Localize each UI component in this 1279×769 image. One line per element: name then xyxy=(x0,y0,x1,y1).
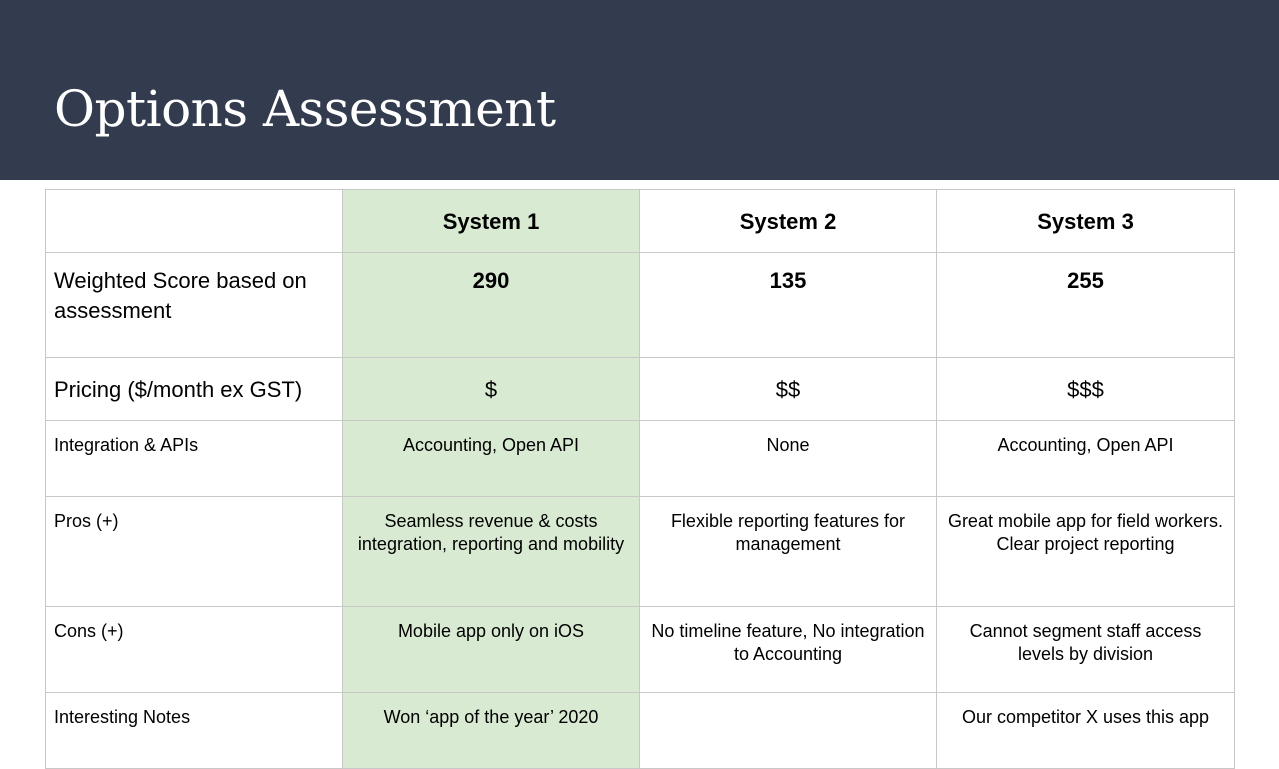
cell-pricing-system-1: $ xyxy=(343,358,640,421)
cell-integration-system-1: Accounting, Open API xyxy=(343,421,640,497)
cell-integration-system-2: None xyxy=(640,421,937,497)
row-label-integration: Integration & APIs xyxy=(46,421,343,497)
cell-score-system-3: 255 xyxy=(937,253,1235,358)
cell-integration-system-3: Accounting, Open API xyxy=(937,421,1235,497)
cell-pros-system-3: Great mobile app for field workers. Clear project reporting xyxy=(937,497,1235,607)
slide-title: Options Assessment xyxy=(54,80,556,138)
header-system-1: System 1 xyxy=(343,190,640,253)
cell-pros-system-1: Seamless revenue & costs integration, reporting and mobility xyxy=(343,497,640,607)
row-label-pros: Pros (+) xyxy=(46,497,343,607)
cell-pricing-system-3: $$$ xyxy=(937,358,1235,421)
cell-score-system-2: 135 xyxy=(640,253,937,358)
cell-pros-system-2: Flexible reporting features for management xyxy=(640,497,937,607)
cell-cons-system-3: Cannot segment staff access levels by division xyxy=(937,607,1235,693)
options-table xyxy=(45,189,1235,769)
header-empty-cell xyxy=(46,190,343,253)
cell-pricing-system-2: $$ xyxy=(640,358,937,421)
header-system-3: System 3 xyxy=(937,190,1235,253)
cell-cons-system-2: No timeline feature, No integration to Accounting xyxy=(640,607,937,693)
table-row xyxy=(46,693,1235,769)
table-row xyxy=(46,497,1235,607)
row-label-weighted-score: Weighted Score based on assessment xyxy=(46,253,343,358)
table-header-row xyxy=(46,190,1235,253)
cell-notes-system-1: Won ‘app of the year’ 2020 xyxy=(343,693,640,769)
row-label-notes: Interesting Notes xyxy=(46,693,343,769)
table-row xyxy=(46,421,1235,497)
row-label-pricing: Pricing ($/month ex GST) xyxy=(46,358,343,421)
table-row xyxy=(46,607,1235,693)
cell-notes-system-3: Our competitor X uses this app xyxy=(937,693,1235,769)
header-system-2: System 2 xyxy=(640,190,937,253)
table-row xyxy=(46,358,1235,421)
title-banner xyxy=(0,0,1279,180)
row-label-cons: Cons (+) xyxy=(46,607,343,693)
cell-notes-system-2 xyxy=(640,693,937,769)
cell-score-system-1: 290 xyxy=(343,253,640,358)
table-row xyxy=(46,253,1235,358)
cell-cons-system-1: Mobile app only on iOS xyxy=(343,607,640,693)
